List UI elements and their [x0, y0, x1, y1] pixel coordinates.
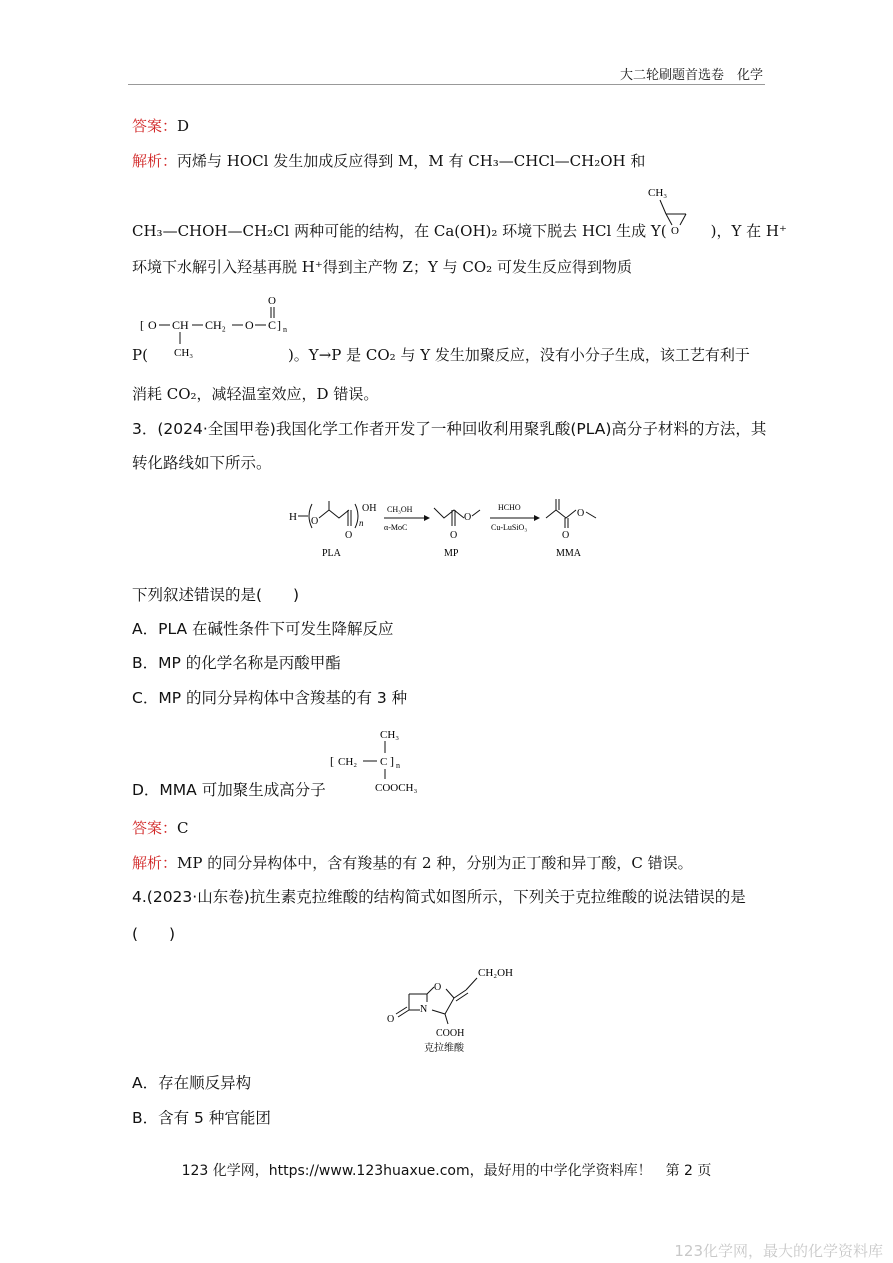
clav-caption: 克拉维酸 — [424, 1043, 464, 1054]
p-n: n — [283, 325, 287, 334]
q2-analysis-line3: 环境下水解引入羟基再脱 H⁺得到主产物 Z；Y 与 CO₂ 可发生反应得到物质 — [132, 258, 632, 276]
p-carbonyl-oxygen: O — [268, 295, 276, 307]
q2-analysis-line4 — [132, 348, 750, 363]
mma-carbonyl-oxygen: O — [562, 530, 570, 541]
mp-oxygen: O — [464, 512, 472, 523]
pmma-ester: COOCH₃ — [375, 782, 418, 794]
header-title: 大二轮刷题首选卷 化学 — [619, 68, 763, 83]
answer-value: C — [177, 819, 189, 837]
q2-analysis-line5: 消耗 CO₂，减轻温室效应，D 错误。 — [132, 385, 379, 403]
pla-oh: OH — [362, 503, 377, 514]
p-methyl: CH₃ — [174, 347, 194, 359]
analysis-label: 解析： — [132, 854, 178, 872]
clav-ch2oh: CH₂OH — [478, 967, 514, 979]
reagent-1-top: CH₃OH — [387, 505, 413, 514]
pla-n: n — [359, 518, 364, 528]
p-ch2: CH₂ — [205, 318, 226, 332]
q4-option-a: A．存在顺反异构 — [132, 1074, 252, 1092]
analysis-text: )，Y 在 H⁺ — [710, 222, 787, 240]
analysis-text: 丙烯与 HOCl 发生加成反应得到 M，M 有 CH₃—CHCl—CH₂OH 和 — [177, 152, 646, 170]
q3-option-a: A．PLA 在碱性条件下可发生降解反应 — [132, 620, 394, 638]
svg-text:[: [ — [330, 754, 334, 768]
analysis-label: 解析： — [132, 152, 178, 170]
watermark: 123化学网，最大的化学资料库 — [674, 1242, 883, 1260]
epoxide-methyl: CH₃ — [648, 187, 668, 199]
epoxide-structure — [640, 180, 700, 240]
analysis-text: MP 的同分异构体中，含有羧基的有 2 种，分别为正丁酸和异丁酸，C 错误。 — [177, 854, 693, 872]
mp-label: MP — [444, 548, 459, 559]
epoxide-oxygen: O — [671, 225, 679, 237]
pla-h: H — [289, 511, 297, 523]
pmma-n: n — [396, 761, 400, 770]
q3-option-d: D．MMA 可加聚生成高分子 — [132, 781, 326, 799]
svg-text:]: ] — [277, 318, 281, 332]
q3-answer — [132, 821, 189, 836]
header-divider — [128, 84, 765, 85]
answer-label: 答案： — [132, 117, 178, 135]
clavulanic-acid-structure — [382, 962, 522, 1054]
clav-nitrogen: N — [420, 1004, 428, 1015]
analysis-text: P( — [132, 346, 148, 364]
p-ch: CH — [172, 318, 189, 332]
clav-ring-oxygen: O — [434, 982, 442, 993]
q4-stem-line2: ( ) — [132, 925, 176, 943]
p-oxygen-2: O — [245, 318, 254, 332]
pmma-ch2: CH₂ — [338, 756, 358, 768]
p-carbon: C — [268, 318, 277, 332]
mma-oxygen: O — [577, 508, 585, 519]
mma-label: MMA — [556, 548, 582, 559]
mp-carbonyl-oxygen: O — [450, 530, 458, 541]
page-footer: 123 化学网，https://www.123huaxue.com，最好用的中学化学资料库！ 第 2 页 — [181, 1163, 712, 1179]
q3-stem-line2: 转化路线如下所示。 — [132, 454, 272, 472]
clav-cooh: COOH — [436, 1028, 465, 1039]
q3-question: 下列叙述错误的是( ) — [132, 586, 300, 604]
analysis-text: )。Y→P 是 CO₂ 与 Y 发生加聚反应，没有小分子生成，该工艺有利于 — [287, 346, 750, 364]
answer-value: D — [177, 117, 190, 135]
svg-text:[: [ — [140, 318, 144, 332]
pla-label: PLA — [322, 548, 341, 559]
reagent-1-bottom: α-MoC — [384, 523, 408, 532]
q2-analysis-line1 — [132, 154, 645, 169]
q2-answer — [132, 119, 189, 134]
q3-analysis — [132, 856, 693, 871]
q3-stem-line1: 3．(2024·全国甲卷)我国化学工作者开发了一种回收利用聚乳酸(PLA)高分子材料的方法，其 — [132, 420, 767, 438]
q3-option-b: B．MP 的化学名称是丙酸甲酯 — [132, 654, 341, 672]
q3-option-c: C．MP 的同分异构体中含羧基的有 3 种 — [132, 689, 408, 707]
reaction-scheme — [284, 496, 614, 566]
p-oxygen-1: O — [148, 318, 157, 332]
pmma-methyl: CH₃ — [380, 729, 400, 741]
q4-stem-line1: 4.(2023·山东卷)抗生素克拉维酸的结构简式如图所示，下列关于克拉维酸的说法错误的是 — [132, 888, 746, 906]
clav-carbonyl-oxygen: O — [387, 1014, 395, 1025]
pmma-carbon: C — [380, 756, 388, 768]
q4-option-b: B．含有 5 种官能团 — [132, 1109, 271, 1127]
pla-o: O — [311, 516, 319, 527]
answer-label: 答案： — [132, 819, 178, 837]
reagent-2-top: HCHO — [498, 503, 521, 512]
reagent-2-bottom: Cu-LuSiO₃ — [491, 523, 528, 532]
pla-carbonyl-oxygen: O — [345, 530, 353, 541]
analysis-text: CH₃—CHOH—CH₂Cl 两种可能的结构，在 Ca(OH)₂ 环境下脱去 HCl 生成 Y( — [132, 222, 667, 240]
pmma-structure — [330, 725, 440, 797]
svg-text:]: ] — [390, 754, 394, 768]
